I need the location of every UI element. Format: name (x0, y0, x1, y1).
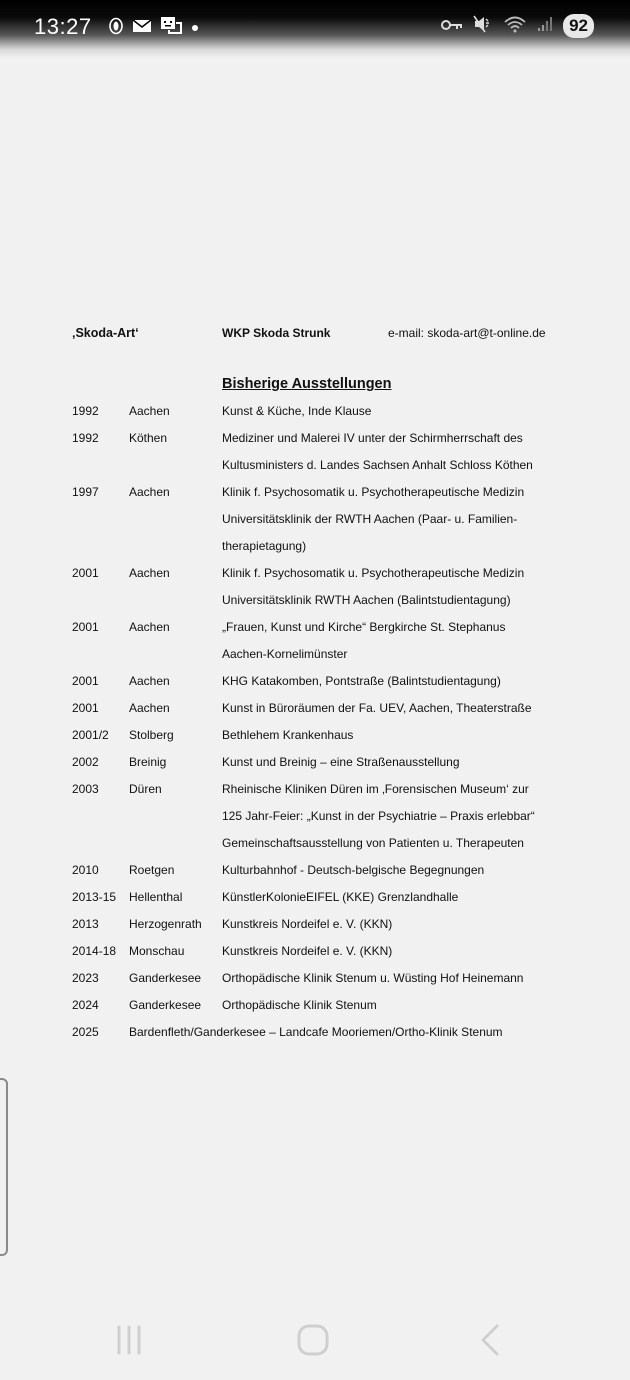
exhibition-row-continuation (72, 646, 572, 673)
exhibition-year: 2001 (72, 566, 99, 580)
exhibition-row-continuation (72, 511, 572, 538)
exhibition-description: 125 Jahr-Feier: „Kunst in der Psychiatrie – Praxis erlebbar“ (222, 809, 535, 823)
exhibition-description: Kunst in Büroräumen der Fa. UEV, Aachen, Theaterstraße (222, 701, 532, 715)
exhibition-place: Aachen (129, 404, 170, 418)
exhibition-row (72, 619, 572, 646)
home-button[interactable] (293, 1320, 333, 1360)
home-icon (296, 1323, 330, 1357)
exhibition-year: 2014-18 (72, 944, 117, 958)
recents-button[interactable] (109, 1320, 149, 1360)
exhibition-row (72, 430, 572, 457)
exhibition-description: Klinik f. Psychosomatik u. Psychotherapeutische Medizin (222, 566, 525, 580)
exhibition-row (72, 943, 572, 970)
exhibition-year: 2003 (72, 782, 99, 796)
exhibition-description: Bethlehem Krankenhaus (222, 728, 354, 742)
exhibition-year: 2001/2 (72, 728, 109, 742)
exhibition-place: Breinig (129, 755, 167, 769)
exhibition-place: Hellenthal (129, 890, 183, 904)
exhibition-description: Aachen-Kornelimünster (222, 647, 348, 661)
exhibition-row-continuation (72, 808, 572, 835)
exhibition-place: Ganderkesee (129, 998, 202, 1012)
exhibition-row-continuation (72, 457, 572, 484)
exhibition-description: „Frauen, Kunst und Kirche“ Bergkirche St. Stephanus (222, 620, 506, 634)
exhibition-row-continuation (72, 835, 572, 862)
exhibition-description: Mediziner und Malerei IV unter der Schirmherrschaft des (222, 431, 523, 445)
vpn-key-icon (441, 18, 463, 35)
exhibition-row (72, 484, 572, 511)
exhibition-description: Kunstkreis Nordeifel e. V. (KKN) (222, 917, 393, 931)
exhibition-row (72, 781, 572, 808)
header-artist: WKP Skoda Strunk (222, 326, 331, 340)
exhibition-description: Kulturbahnhof - Deutsch-belgische Begegnungen (222, 863, 485, 877)
exhibition-year: 2010 (72, 863, 99, 877)
exhibition-description: KünstlerKolonieEIFEL (KKE) Grenzlandhalle (222, 890, 459, 904)
chat-icon (160, 16, 182, 41)
exhibition-row (72, 754, 572, 781)
exhibition-row (72, 889, 572, 916)
exhibition-row (72, 727, 572, 754)
back-button[interactable] (470, 1320, 510, 1360)
exhibition-place: Aachen (129, 620, 170, 634)
back-icon (477, 1323, 503, 1357)
exhibition-year: 1997 (72, 485, 99, 499)
exhibition-year: 1992 (72, 404, 99, 418)
exhibition-row (72, 1024, 572, 1051)
exhibition-place: Düren (129, 782, 162, 796)
notification-icons (108, 16, 200, 41)
dot-icon (190, 20, 200, 38)
exhibition-row (72, 673, 572, 700)
exhibition-year: 2001 (72, 620, 99, 634)
exhibition-place: Aachen (129, 674, 170, 688)
exhibition-place: Herzogenrath (129, 917, 202, 931)
exhibition-place: Ganderkesee (129, 971, 202, 985)
edge-panel-handle[interactable] (0, 1078, 8, 1256)
exhibition-row (72, 997, 572, 1024)
exhibition-row (72, 565, 572, 592)
navigation-bar (0, 1300, 630, 1380)
exhibition-description: KHG Katakomben, Pontstraße (Balintstudientagung) (222, 674, 501, 688)
exhibition-year: 2001 (72, 701, 99, 715)
mute-icon (473, 15, 493, 37)
exhibition-description: Kunst und Breinig – eine Straßenausstellung (222, 755, 460, 769)
exhibition-description: Bardenfleth/Ganderkesee – Landcafe Mooriemen/Ortho-Klinik Stenum (129, 1025, 503, 1039)
exhibition-year: 2001 (72, 674, 99, 688)
exhibition-description: Klinik f. Psychosomatik u. Psychotherapeutische Medizin (222, 485, 525, 499)
exhibition-row-continuation (72, 538, 572, 565)
exhibition-place: Stolberg (129, 728, 174, 742)
exhibition-description: Orthopädische Klinik Stenum u. Wüsting Hof Heinemann (222, 971, 524, 985)
exhibition-row (72, 403, 572, 430)
page-title: Bisherige Ausstellungen (222, 376, 392, 392)
exhibition-description: Orthopädische Klinik Stenum (222, 998, 377, 1012)
exhibition-year: 2023 (72, 971, 99, 985)
recents-icon (114, 1324, 144, 1356)
header-email: e-mail: skoda-art@t-online.de (388, 326, 546, 340)
exhibition-place: Aachen (129, 701, 170, 715)
exhibition-row (72, 916, 572, 943)
location-icon (108, 17, 124, 40)
exhibition-year: 1992 (72, 431, 99, 445)
exhibition-row-continuation (72, 592, 572, 619)
exhibition-year: 2013 (72, 917, 99, 931)
wifi-icon (503, 15, 527, 37)
exhibition-place: Aachen (129, 485, 170, 499)
signal-icon (537, 16, 553, 36)
exhibition-description: Rheinische Kliniken Düren im ‚Forensischen Museum‘ zur (222, 782, 529, 796)
exhibition-place: Roetgen (129, 863, 175, 877)
header-brand: ‚Skoda-Art‘ (72, 326, 139, 340)
system-icons (441, 14, 594, 38)
exhibitions-list (72, 403, 572, 1051)
exhibition-year: 2013-15 (72, 890, 117, 904)
status-bar (0, 0, 630, 58)
exhibition-place: Köthen (129, 431, 168, 445)
exhibition-place: Monschau (129, 944, 185, 958)
battery-level: 92 (563, 14, 594, 38)
exhibition-row (72, 700, 572, 727)
exhibition-description: Gemeinschaftsausstellung von Patienten u. Therapeuten (222, 836, 524, 850)
exhibition-description: Kunstkreis Nordeifel e. V. (KKN) (222, 944, 393, 958)
exhibition-row (72, 970, 572, 997)
status-time: 13:27 (34, 14, 92, 39)
exhibition-year: 2002 (72, 755, 99, 769)
exhibition-description: Universitätsklinik RWTH Aachen (Balintstudientagung) (222, 593, 511, 607)
exhibition-description: Kultusministers d. Landes Sachsen Anhalt Schloss Köthen (222, 458, 533, 472)
exhibition-description: therapietagung) (222, 539, 307, 553)
exhibition-year: 2024 (72, 998, 99, 1012)
exhibition-place: Aachen (129, 566, 170, 580)
exhibition-year: 2025 (72, 1025, 99, 1039)
exhibition-row (72, 862, 572, 889)
mail-icon (132, 18, 152, 39)
exhibition-description: Universitätsklinik der RWTH Aachen (Paar- u. Familien- (222, 512, 518, 526)
exhibition-description: Kunst & Küche, Inde Klause (222, 404, 372, 418)
